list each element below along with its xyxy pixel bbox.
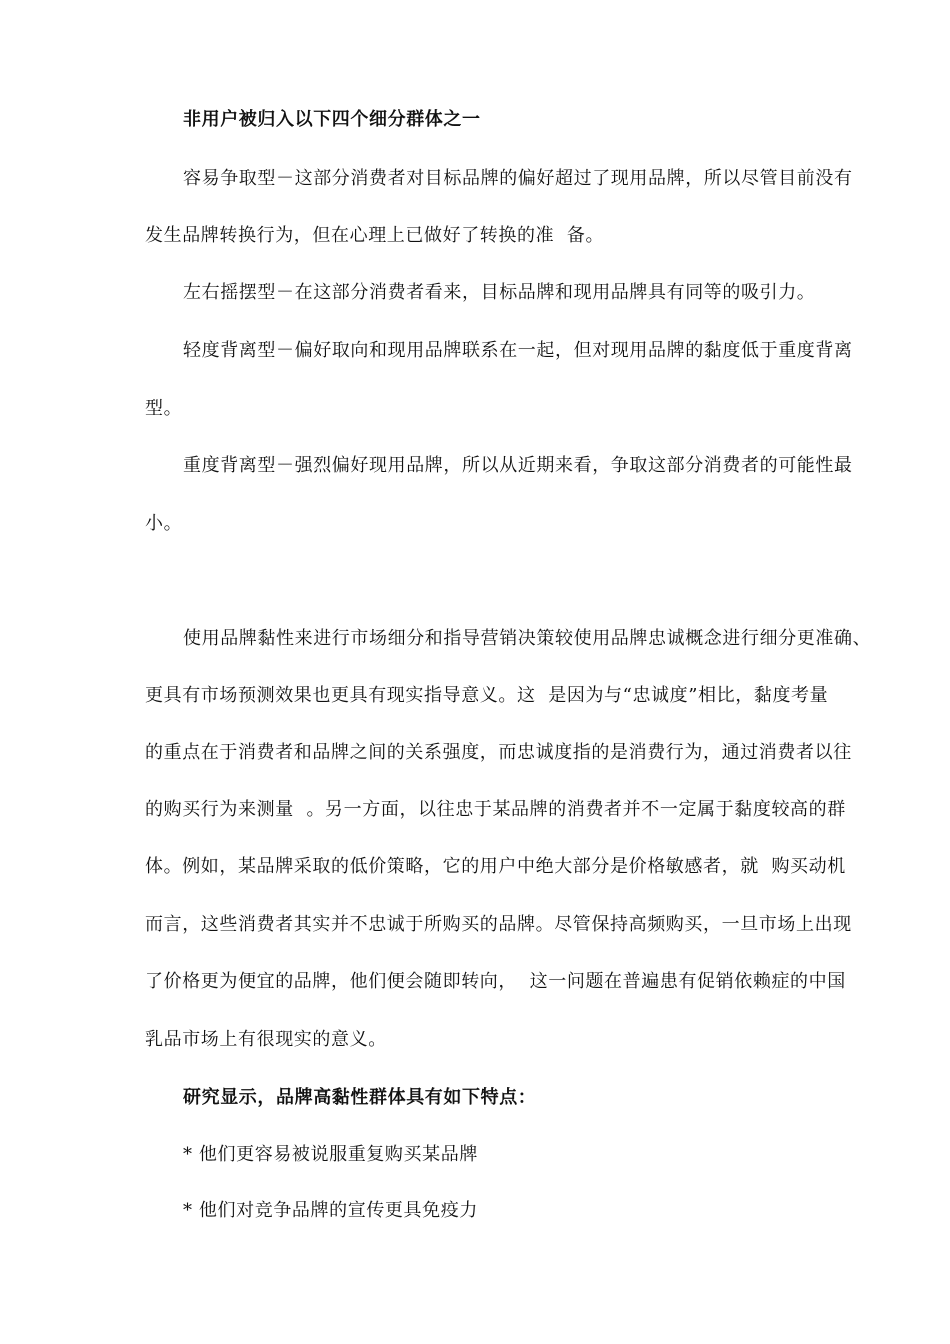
stickiness-paragraph-line: 乳品市场上有很现实的意义。 <box>145 1029 387 1050</box>
segment-mild-line-2: 型。 <box>145 398 183 419</box>
segment-swing-line-1: 左右摇摆型－在这部分消费者看来，目标品牌和现用品牌具有同等的吸引力。 <box>183 282 816 303</box>
heading-nonusers: 非用户被归入以下四个细分群体之一 <box>183 109 481 130</box>
heading-research: 研究显示，品牌高黏性群体具有如下特点： <box>183 1087 537 1108</box>
stickiness-paragraph-line: 的重点在于消费者和品牌之间的关系强度，而忠诚度指的是消费行为，通过消费者以往 <box>145 742 852 763</box>
bullet-item: * 他们对竞争品牌的宣传更具免疫力 <box>183 1200 478 1221</box>
stickiness-paragraph-line: 而言，这些消费者其实并不忠诚于所购买的品牌。尽管保持高频购买，一旦市场上出现 <box>145 914 852 935</box>
segment-easy-line-2: 发生品牌转换行为，但在心理上已做好了转换的准 备。 <box>145 225 605 246</box>
segment-easy-line-1: 容易争取型－这部分消费者对目标品牌的偏好超过了现用品牌，所以尽管目前没有 <box>183 168 853 189</box>
stickiness-paragraph-line: 使用品牌黏性来进行市场细分和指导营销决策较使用品牌忠诚概念进行细分更准确、 <box>183 628 872 649</box>
segment-heavy-line-2: 小。 <box>145 513 183 534</box>
stickiness-paragraph-line: 的购买行为来测量 。另一方面，以往忠于某品牌的消费者并不一定属于黏度较高的群 <box>145 799 846 820</box>
stickiness-paragraph-line: 更具有市场预测效果也更具有现实指导意义。这 是因为与“忠诚度”相比，黏度考量 <box>145 685 829 706</box>
bullet-item: * 他们更容易被说服重复购买某品牌 <box>183 1144 478 1165</box>
segment-heavy-line-1: 重度背离型－强烈偏好现用品牌，所以从近期来看，争取这部分消费者的可能性最 <box>183 455 853 476</box>
segment-mild-line-1: 轻度背离型－偏好取向和现用品牌联系在一起，但对现用品牌的黏度低于重度背离 <box>183 340 853 361</box>
stickiness-paragraph-line: 体。例如，某品牌采取的低价策略，它的用户中绝大部分是价格敏感者，就 购买动机 <box>145 856 846 877</box>
stickiness-paragraph-line: 了价格更为便宜的品牌，他们便会随即转向， 这一问题在普遍患有促销依赖症的中国 <box>145 971 846 992</box>
